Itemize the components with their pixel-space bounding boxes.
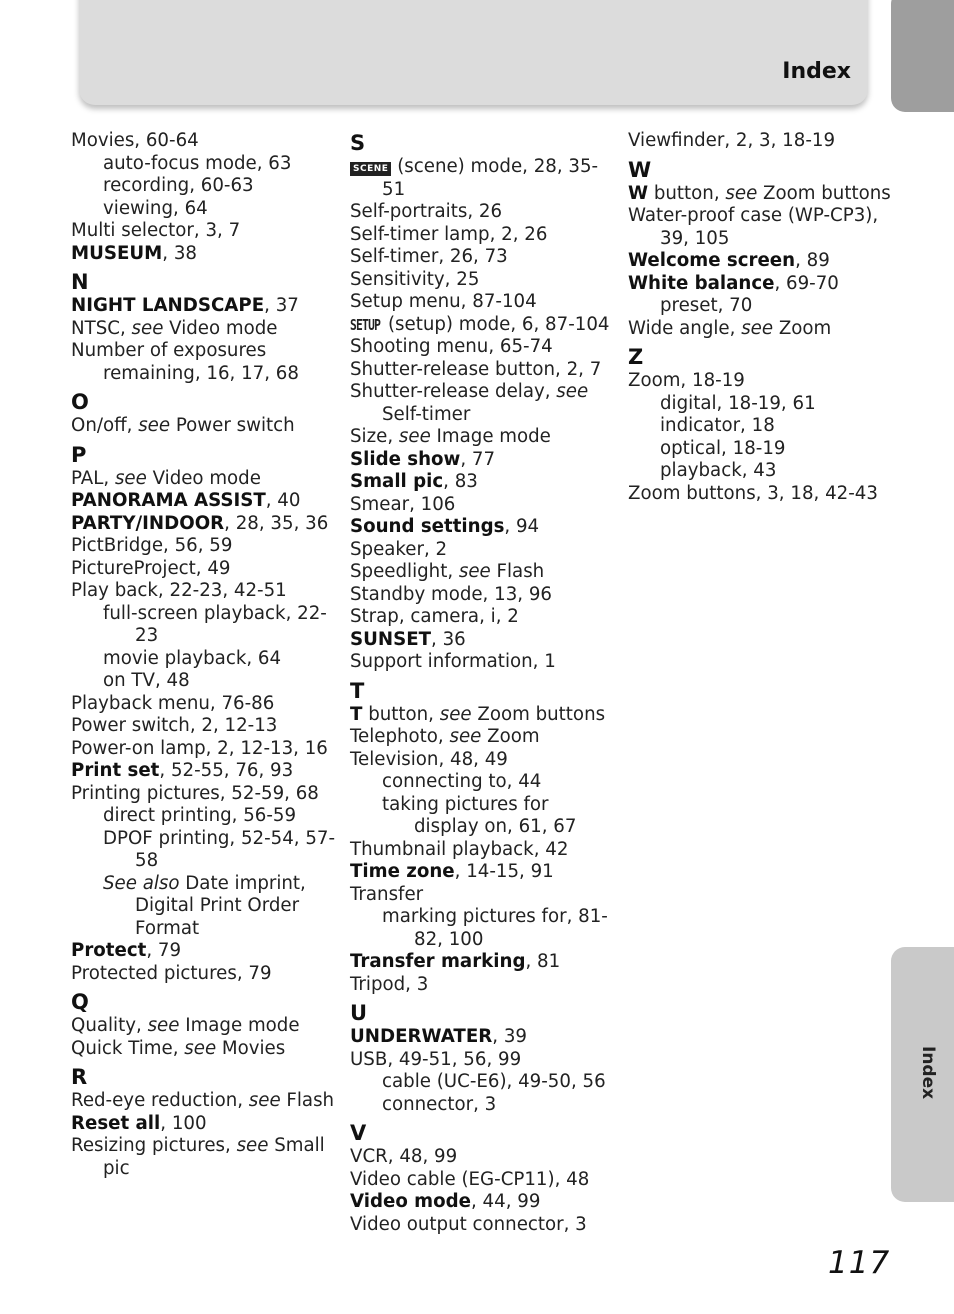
index-entry: Support information, 1 [350, 651, 556, 672]
index-entry: Sensitivity, 25 [350, 268, 480, 290]
index-subentry: direct printing, 56-59 [103, 805, 297, 826]
index-entry: SETUP (setup) mode, 6, 87-104 [350, 313, 610, 335]
index-subentry: taking pictures for display on, 61, 67 [382, 793, 577, 837]
index-subentry: recording, 60-63 [103, 175, 254, 196]
index-entry: Shooting menu, 65-74 [350, 336, 553, 357]
index-entry: Time zone, 14-15, 91 [350, 861, 554, 882]
index-entry: SCENE (scene) mode, 28, 35-51 [350, 156, 615, 201]
index-subentry: See also Date imprint, Digital Print Order Format [103, 872, 306, 939]
index-entry: Quality, see Image mode [71, 1015, 300, 1036]
index-entry: Quick Time, see Movies [71, 1037, 286, 1059]
index-entry: Strap, camera, i, 2 [350, 606, 519, 627]
index-entry: Protected pictures, 79 [71, 962, 272, 984]
index-subentry: viewing, 64 [103, 197, 208, 219]
index-entry: Number of exposures remaining, 16, 17, 68 [71, 340, 299, 384]
setup-mode-icon: SETUP [350, 315, 381, 334]
index-entry: PARTY/INDOOR, 28, 35, 36 [71, 512, 329, 534]
index-entry: Print set, 52-55, 76, 93 [71, 760, 294, 781]
index-entry: T button, see Zoom buttons [350, 703, 606, 725]
index-subentry: connecting to, 44 [382, 771, 542, 792]
index-entry: Video mode, 44, 99 [350, 1191, 541, 1212]
section-letter: T [350, 678, 365, 703]
index-entry: NTSC, see Video mode [71, 317, 278, 339]
index-entry: Speedlight, see Flash [350, 561, 545, 582]
index-entry: Telephoto, see Zoom [350, 726, 540, 747]
index-subentry: preset, 70 [660, 295, 753, 316]
index-entry: Self-timer, 26, 73 [350, 246, 508, 267]
index-entry: Printing pictures, 52-59, 68 [71, 782, 319, 804]
index-entry: Thumbnail playback, 42 [350, 838, 569, 860]
chapter-tab-label: Index [918, 1046, 938, 1100]
scene-mode-icon: SCENE [350, 162, 391, 176]
index-entry: Protect, 79 [71, 940, 182, 961]
index-subentry: cable (UC-E6), 49-50, 56 [382, 1071, 606, 1092]
chapter-tab-index [891, 947, 954, 1202]
index-entry: Zoom, 18-19 [628, 370, 745, 391]
index-entry: VCR, 48, 99 [350, 1146, 458, 1167]
index-entry: Sound settings, 94 [350, 516, 540, 537]
section-letter: N [71, 270, 89, 294]
index-entry: PictBridge, 56, 59 [71, 535, 233, 556]
index-entry: Shutter-release delay, see Self-timer [350, 381, 589, 425]
index-subentry: movie playback, 64 [103, 647, 282, 669]
index-entry: Video output connector, 3 [350, 1213, 587, 1235]
index-subentry: playback, 43 [660, 460, 777, 481]
index-entry: Water-proof case (WP-CP3), 39, 105 [628, 205, 879, 249]
index-entry: Setup menu, 87-104 [350, 291, 537, 312]
index-entry: NIGHT LANDSCAPE, 37 [71, 295, 299, 316]
section-letter: W [628, 157, 652, 182]
index-entry: Red-eye reduction, see Flash [71, 1090, 335, 1111]
index-entry: Zoom buttons, 3, 18, 42-43 [628, 482, 878, 504]
index-entry: Multi selector, 3, 7 [71, 220, 241, 241]
section-letter: Z [628, 345, 644, 369]
index-column-2 [350, 130, 615, 1236]
index-entry: Reset all, 100 [71, 1112, 207, 1134]
index-column-3 [628, 130, 893, 505]
index-entry: PAL, see Video mode [71, 467, 261, 489]
index-entry: Speaker, 2 [350, 538, 448, 560]
header-banner [79, 0, 868, 105]
index-entry: Power-on lamp, 2, 12-13, 16 [71, 737, 328, 759]
index-entry: Resizing pictures, see Small pic [71, 1135, 325, 1179]
index-entry: Welcome screen, 89 [628, 250, 830, 271]
index-entry: Self-portraits, 26 [350, 201, 503, 222]
index-entry: UNDERWATER, 39 [350, 1026, 527, 1047]
index-entry: Playback menu, 76-86 [71, 692, 275, 714]
section-letter: O [71, 390, 89, 414]
index-entry: Video cable (EG-CP11), 48 [350, 1168, 590, 1190]
index-subentry: on TV, 48 [103, 670, 190, 691]
section-letter: P [71, 442, 87, 467]
index-entry: Size, see Image mode [350, 426, 551, 447]
index-entry: Small pic, 83 [350, 471, 478, 492]
section-letter: V [350, 1121, 367, 1145]
index-entry: Standby mode, 13, 96 [350, 583, 552, 605]
section-letter: Q [71, 990, 89, 1014]
index-entry: Television, 48, 49 [350, 748, 508, 770]
index-subentry: connector, 3 [382, 1093, 497, 1115]
index-subentry: DPOF printing, 52-54, 57-58 [103, 827, 336, 871]
index-entry: Wide angle, see Zoom [628, 317, 832, 339]
index-entry: Smear, 106 [350, 493, 456, 515]
section-letter: R [71, 1065, 88, 1089]
index-entry: Viewfinder, 2, 3, 18-19 [628, 130, 836, 151]
index-subentry: optical, 18-19 [660, 437, 786, 459]
chapter-tab-top [891, 0, 954, 112]
page-title: Index [782, 59, 851, 84]
index-subentry: full-screen playback, 22-23 [103, 602, 327, 646]
index-column-1 [71, 130, 336, 1180]
index-entry: Power switch, 2, 12-13 [71, 715, 278, 736]
index-entry: Transfer [350, 883, 424, 905]
section-letter: U [350, 1001, 368, 1025]
page-number: 117 [828, 1245, 891, 1281]
index-subentry: indicator, 18 [660, 415, 775, 436]
index-subentry: auto-focus mode, 63 [103, 152, 292, 174]
index-entry: PictureProject, 49 [71, 557, 231, 579]
index-entry: W button, see Zoom buttons [628, 182, 891, 204]
index-entry: Movies, 60-64 [71, 130, 199, 151]
index-entry: SUNSET, 36 [350, 628, 466, 650]
index-entry: PANORAMA ASSIST, 40 [71, 490, 301, 511]
section-letter: S [350, 131, 366, 155]
index-entry: White balance, 69-70 [628, 272, 839, 294]
index-entry: USB, 49-51, 56, 99 [350, 1048, 522, 1070]
index-entry: Play back, 22-23, 42-51 [71, 580, 287, 601]
index-entry: Self-timer lamp, 2, 26 [350, 223, 548, 245]
index-entry: Tripod, 3 [350, 973, 429, 995]
index-entry: Transfer marking, 81 [350, 951, 561, 972]
index-entry: Slide show, 77 [350, 448, 496, 470]
index-entry: MUSEUM, 38 [71, 242, 197, 264]
index-subentry: marking pictures for, 81-82, 100 [382, 906, 608, 950]
index-entry: On/off, see Power switch [71, 415, 295, 436]
index-subentry: digital, 18-19, 61 [660, 392, 816, 414]
index-entry: Shutter-release button, 2, 7 [350, 358, 602, 380]
